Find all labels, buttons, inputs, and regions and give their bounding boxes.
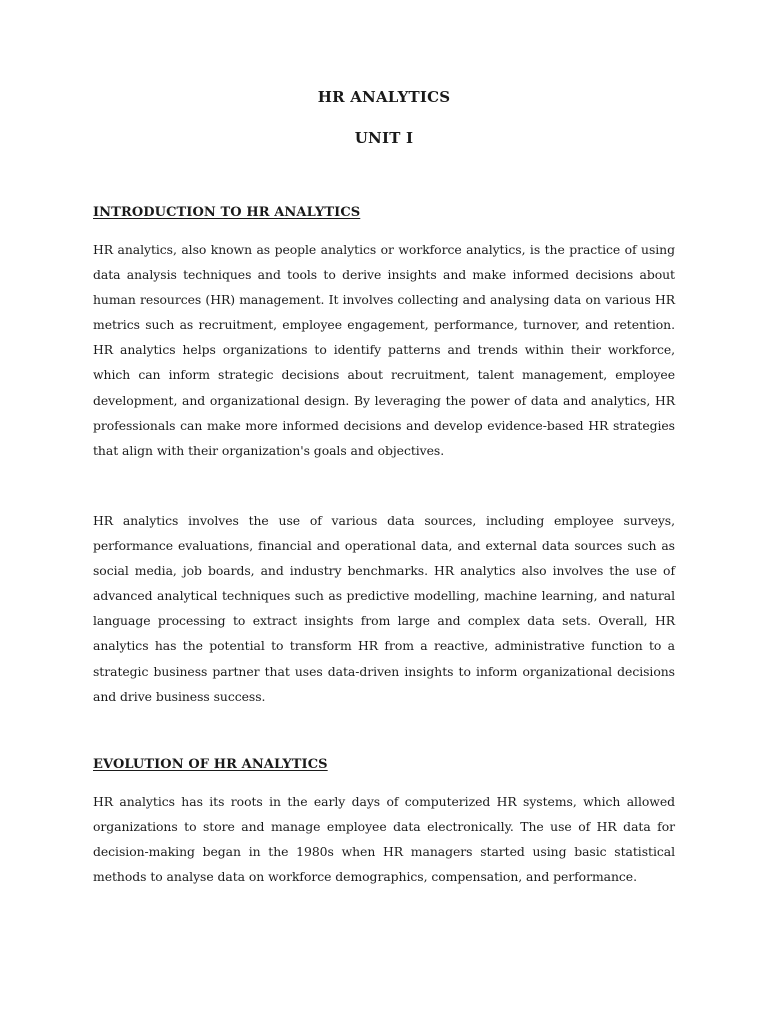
document-title: HR ANALYTICS — [317, 88, 451, 106]
paragraph-introduction-1: HR analytics, also known as people analytics or workforce analytics, is the practice of using data analysis techniques and tools to derive insights and make informed decisions about human resources (HR) management. It involves collecting and analysing data on various HR metrics such as recruitment, employee engagement, performance, turnover, and retention. HR analytics helps organizations to identify patterns and trends within their workforce, which can inform strategic decisions about recruitment, talent management, employee development, and organizational design. By leveraging the power of data and analytics, HR professionals can make more informed decisions and develop evidence-based HR strategies that align with their organization's goals and objectives. — [93, 242, 675, 458]
paragraph-introduction-2: HR analytics involves the use of various data sources, including employee surveys, performance evaluations, financial and operational data, and external data sources such as social media, job boards, and industry benchmarks. HR analytics also involves the use of advanced analytical techniques such as predictive modelling, machine learning, and natural language processing to extract insights from large and complex data sets. Overall, HR analytics has the potential to transform HR from a reactive, administrative function to a strategic business partner that uses data-driven insights to inform organizational decisions and drive business success. — [93, 513, 675, 704]
unit-title: UNIT I — [354, 129, 414, 147]
section-heading-introduction: INTRODUCTION TO HR ANALYTICS — [93, 205, 361, 220]
section-heading-evolution: EVOLUTION OF HR ANALYTICS — [93, 757, 328, 772]
paragraph-evolution-1: HR analytics has its roots in the early days of computerized HR systems, which allowed organizations to store and manage employee data electronically. The use of HR data for decision-making began in the 1980s when HR managers started using basic statistical methods to analyse data on workforce demographics, compensation, and performance. — [93, 794, 675, 885]
